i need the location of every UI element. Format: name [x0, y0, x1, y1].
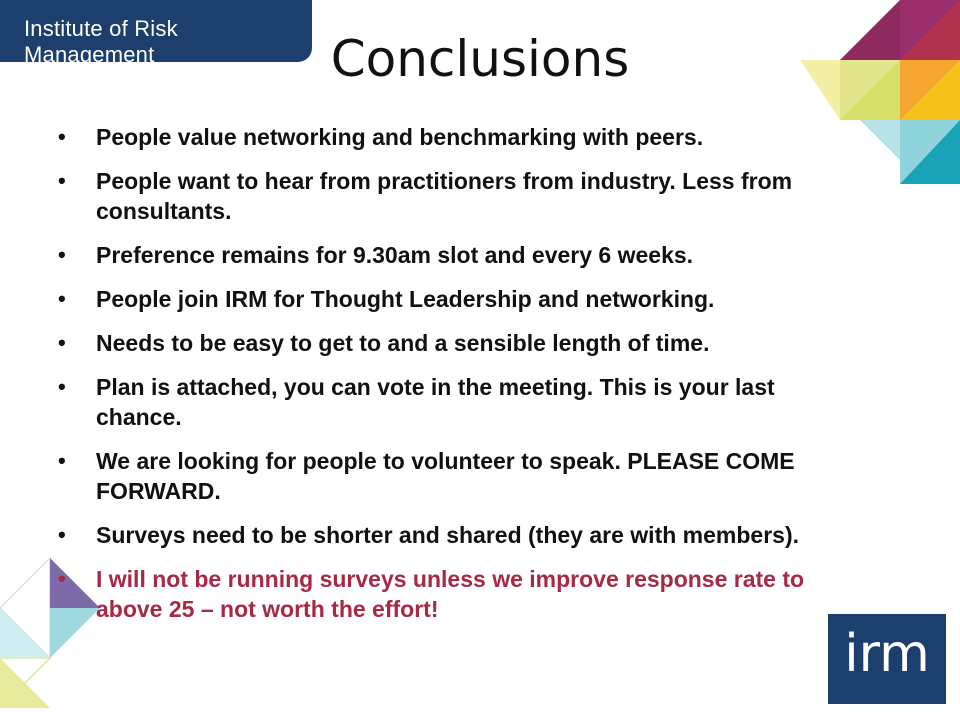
bullet-item-emphasis	[58, 564, 858, 624]
bullet-text: Preference remains for 9.30am slot and every 6 weeks.	[96, 242, 694, 268]
bullet-text: People join IRM for Thought Leadership and networking.	[96, 286, 715, 312]
bullet-icon: •	[58, 242, 66, 267]
logo-text: irm	[844, 624, 930, 684]
bullet-item	[58, 328, 858, 358]
bullet-icon: •	[58, 286, 66, 311]
bullet-item	[58, 284, 858, 314]
bullet-icon: •	[58, 448, 66, 473]
bullet-icon: •	[58, 566, 66, 591]
slide-title: Conclusions	[330, 30, 630, 88]
org-name: Institute of Risk Management	[24, 16, 178, 67]
bullet-text: Surveys need to be shorter and shared (they are with members).	[96, 522, 799, 548]
bullet-item	[58, 122, 858, 152]
bullet-item	[58, 240, 858, 270]
bullet-icon: •	[58, 168, 66, 193]
bullet-text: People want to hear from practitioners from industry. Less from consultants.	[96, 168, 793, 224]
bullet-item	[58, 520, 858, 550]
irm-logo	[828, 614, 946, 704]
bullet-icon: •	[58, 330, 66, 355]
bullet-list	[58, 122, 858, 638]
bullet-text: People value networking and benchmarking with peers.	[96, 124, 704, 150]
bullet-icon: •	[58, 522, 66, 547]
bullet-item	[58, 372, 858, 432]
bullet-icon: •	[58, 374, 66, 399]
bullet-item	[58, 446, 858, 506]
bullet-icon: •	[58, 124, 66, 149]
bullet-text: Needs to be easy to get to and a sensible length of time.	[96, 330, 710, 356]
bullet-text: We are looking for people to volunteer to speak. PLEASE COME FORWARD.	[96, 448, 795, 504]
bullet-item	[58, 166, 858, 226]
bullet-text: I will not be running surveys unless we improve response rate to above 25 – not worth the effort!	[96, 566, 805, 622]
bullet-text: Plan is attached, you can vote in the meeting. This is your last chance.	[96, 374, 775, 430]
